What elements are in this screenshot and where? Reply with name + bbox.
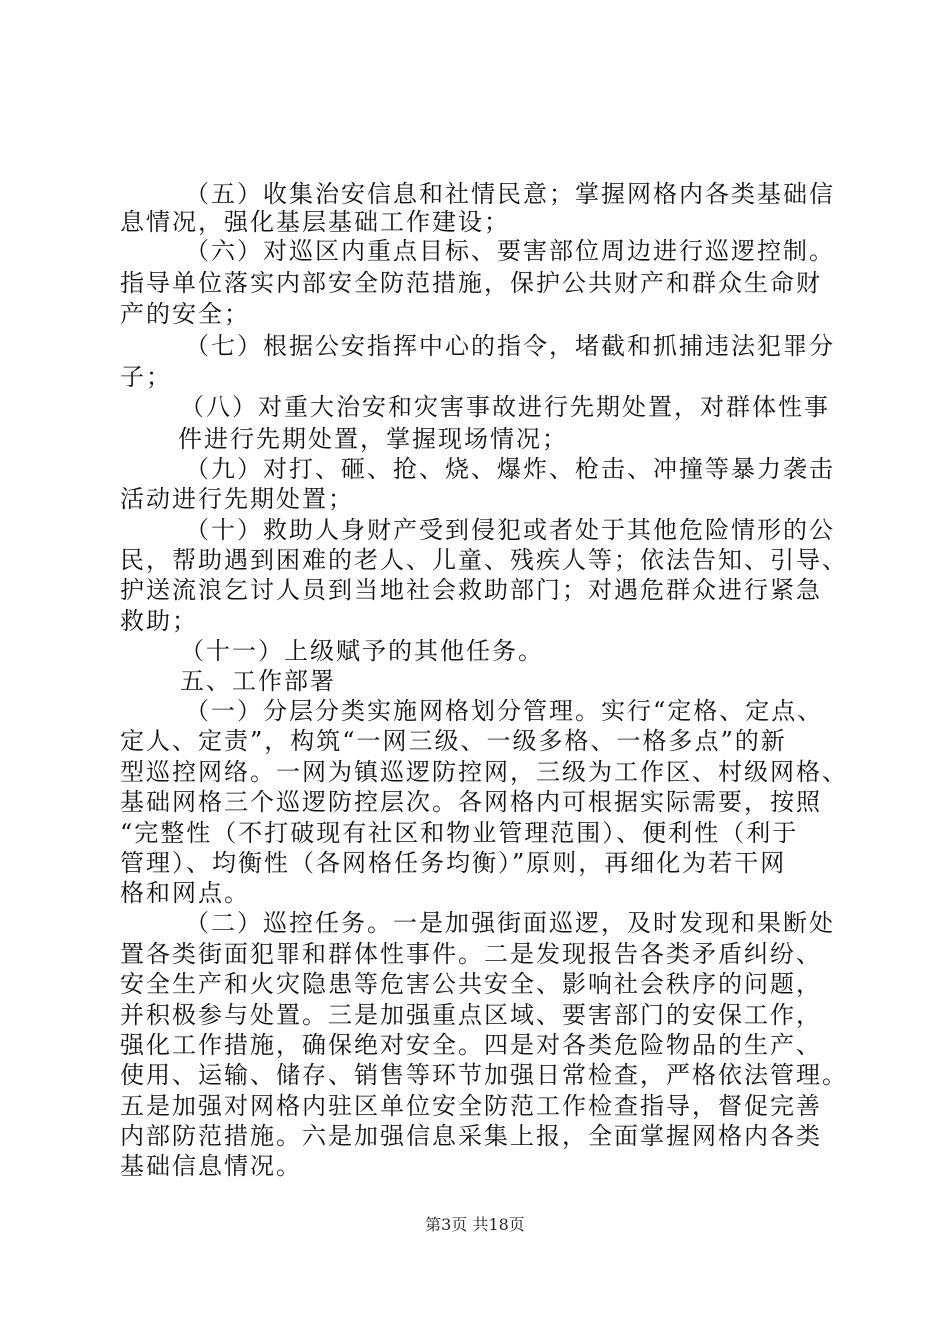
text-line: （八）对重大治安和灾害事故进行先期处置，对群体性事 bbox=[180, 393, 830, 421]
text-line: 安全生产和火灾隐患等危害公共安全、影响社会秩序的问题， bbox=[120, 970, 822, 998]
text-line: （一）分层分类实施网格划分管理。实行“定格、定点、 bbox=[185, 697, 824, 725]
text-line: 活动进行先期处置； bbox=[120, 485, 354, 513]
text-line: 护送流浪乞讨人员到当地社会救助部门；对遇危群众进行紧急 bbox=[120, 576, 822, 604]
section-heading: 五、工作部署 bbox=[180, 667, 336, 695]
text-line: （十）救助人身财产受到侵犯或者处于其他危险情形的公 bbox=[185, 516, 835, 544]
page-footer: 第3页 共18页 bbox=[425, 1215, 525, 1234]
text-line: 息情况，强化基层基础工作建设； bbox=[120, 208, 510, 236]
text-line: 产的安全； bbox=[120, 300, 250, 328]
text-line: （七）根据公安指挥中心的指令，堵截和抓捕违法犯罪分 bbox=[185, 332, 835, 360]
text-line: 并积极参与处置。三是加强重点区域、要害部门的安保工作， bbox=[120, 1001, 822, 1029]
text-line: 基础信息情况。 bbox=[120, 1152, 302, 1180]
text-line: 子； bbox=[120, 363, 172, 391]
text-line: （六）对巡区内重点目标、要害部位周边进行巡逻控制。 bbox=[185, 237, 835, 265]
text-line: 定人、定责”，构筑“一网三级、一级多格、一格多点”的新 bbox=[120, 727, 787, 755]
text-line: 格和网点。 bbox=[120, 879, 250, 907]
text-line: （九）对打、砸、抢、烧、爆炸、枪击、冲撞等暴力袭击 bbox=[185, 455, 835, 483]
text-line: 救助； bbox=[120, 607, 198, 635]
text-line: 民，帮助遇到困难的老人、儿童、残疾人等；依法告知、引导、 bbox=[120, 546, 848, 574]
text-line: “完整性（不打破现有社区和物业管理范围）、便利性（利于 bbox=[120, 819, 799, 847]
text-line: 使用、运输、储存、销售等环节加强日常检查，严格依法管理。 bbox=[120, 1061, 848, 1089]
text-line: 强化工作措施，确保绝对安全。四是对各类危险物品的生产、 bbox=[120, 1031, 822, 1059]
text-line: 内部防范措施。六是加强信息采集上报，全面掌握网格内各类 bbox=[120, 1122, 822, 1150]
text-line: 五是加强对网格内驻区单位安全防范工作检查指导，督促完善 bbox=[120, 1092, 822, 1120]
text-line: （五）收集治安信息和社情民意；掌握网格内各类基础信 bbox=[185, 180, 835, 208]
text-line: 件进行先期处置，掌握现场情况； bbox=[178, 425, 568, 453]
text-line: （十一）上级赋予的其他任务。 bbox=[180, 637, 544, 665]
text-line: 置各类街面犯罪和群体性事件。二是发现报告各类矛盾纠纷、 bbox=[120, 940, 822, 968]
text-line: 指导单位落实内部安全防范措施，保护公共财产和群众生命财 bbox=[120, 269, 822, 297]
text-line: 基础网格三个巡逻防控层次。各网格内可根据实际需要，按照 bbox=[120, 788, 822, 816]
text-line: 管理）、均衡性（各网格任务均衡）”原则，再细化为若干网 bbox=[120, 849, 787, 877]
text-line: 型巡控网络。一网为镇巡逻防控网，三级为工作区、村级网格、 bbox=[120, 758, 848, 786]
text-line: （二）巡控任务。一是加强街面巡逻，及时发现和果断处 bbox=[185, 909, 835, 937]
